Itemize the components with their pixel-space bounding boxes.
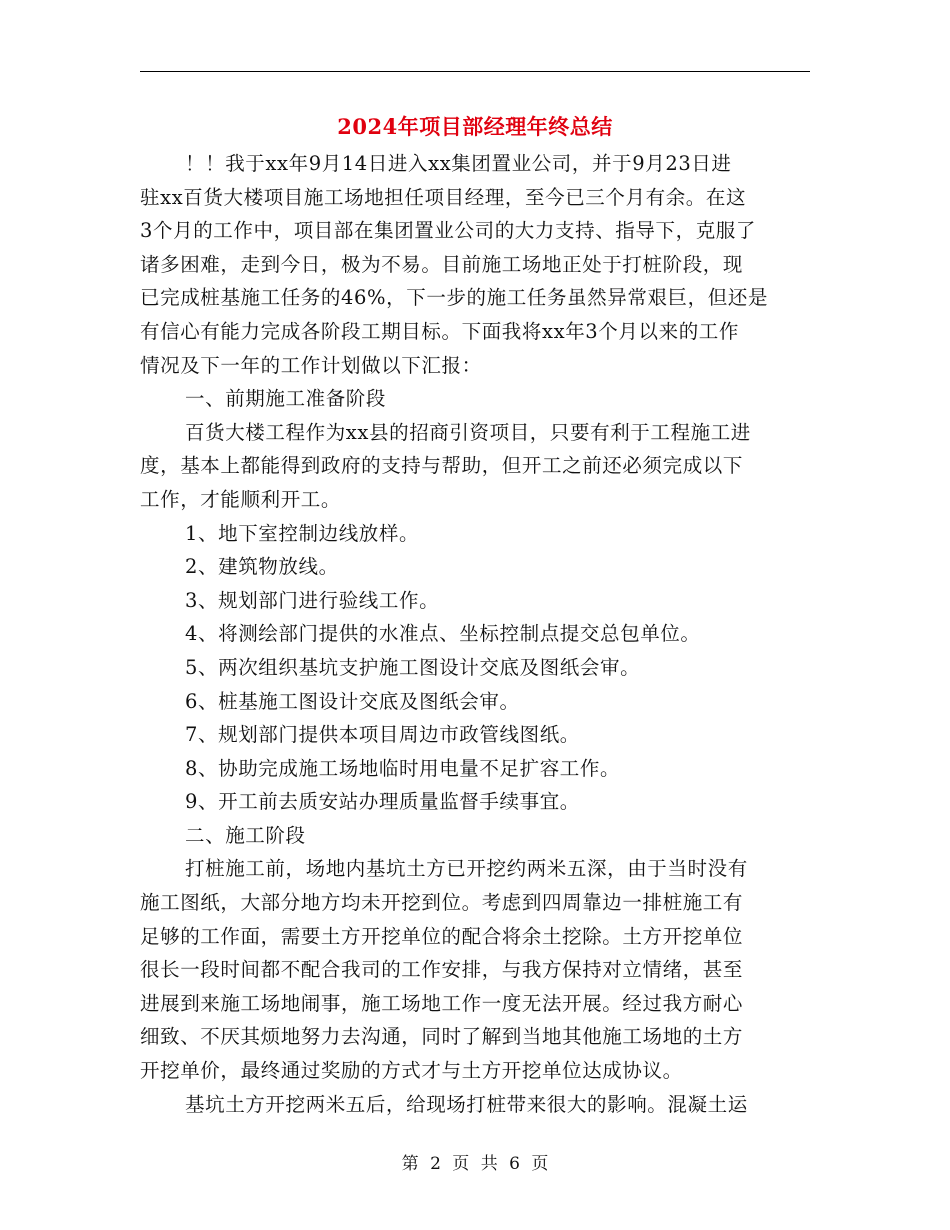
- footer-total-label: 共: [480, 1154, 498, 1174]
- text-line: 4、将测绘部门提供的水准点、坐标控制点提交总包单位。: [185, 622, 701, 646]
- page-footer: [0, 1152, 950, 1176]
- footer-suffix: 页: [531, 1154, 549, 1174]
- text-line: 度，基本上都能得到政府的支持与帮助，但开工之前还必须完成以下: [140, 454, 744, 478]
- footer-page-label: 页: [452, 1154, 470, 1174]
- text-line: 3、规划部门进行验线工作。: [185, 588, 440, 612]
- text-line: 很长一段时间都不配合我司的工作安排，与我方保持对立情绪，甚至: [140, 958, 744, 982]
- text-line: 开挖单价，最终通过奖励的方式才与土方开挖单位达成协议。: [140, 1059, 683, 1083]
- text-line: 3个月的工作中，项目部在集团置业公司的大力支持、指导下，克服了: [140, 219, 757, 243]
- header-rule: [140, 71, 810, 72]
- footer-prefix: 第: [401, 1154, 419, 1174]
- text-line: 进展到来施工场地闹事，施工场地工作一度无法开展。经过我方耐心: [140, 991, 744, 1015]
- text-line: 打桩施工前，场地内基坑土方已开挖约两米五深，由于当时没有: [185, 857, 748, 881]
- text-line: 细致、不厌其烦地努力去沟通，同时了解到当地其他施工场地的土方: [140, 1025, 744, 1049]
- text-line: 1、地下室控制边线放样。: [185, 521, 420, 545]
- text-line: 二、施工阶段: [185, 823, 306, 847]
- text-line: 足够的工作面，需要土方开挖单位的配合将余土挖除。土方开挖单位: [140, 924, 744, 948]
- text-line: 一、前期施工准备阶段: [185, 387, 387, 411]
- text-line: 已完成桩基施工任务的46%，下一步的施工任务虽然异常艰巨，但还是: [140, 286, 769, 310]
- text-line: 工作，才能顺利开工。: [140, 487, 342, 511]
- text-line: 驻xx百货大楼项目施工场地担任项目经理，至今已三个月有余。在这: [140, 185, 747, 209]
- text-line: 7、规划部门提供本项目周边市政管线图纸。: [185, 723, 580, 747]
- document-body: [140, 147, 810, 1121]
- text-line: ！！我于xx年9月14日进入xx集团置业公司，并于9月23日进: [185, 152, 732, 175]
- text-line: 9、开工前去质安站办理质量监督手续事宜。: [185, 790, 580, 814]
- text-line: 百货大楼工程作为xx县的招商引资项目，只要有利于工程施工进: [185, 420, 751, 444]
- text-line: 5、两次组织基坑支护施工图设计交底及图纸会审。: [185, 655, 641, 679]
- text-line: 施工图纸，大部分地方均未开挖到位。考虑到四周靠边一排桩施工有: [140, 891, 744, 915]
- document-title: 2024年项目部经理年终总结: [337, 114, 613, 139]
- text-line: 6、桩基施工图设计交底及图纸会审。: [185, 689, 520, 713]
- footer-page-number: 2: [430, 1154, 441, 1174]
- text-line: 基坑土方开挖两米五后，给现场打桩带来很大的影响。混凝土运: [185, 1092, 748, 1116]
- text-line: 情况及下一年的工作计划做以下汇报：: [140, 353, 482, 377]
- text-line: 诸多困难，走到今日，极为不易。目前施工场地正处于打桩阶段，现: [140, 252, 744, 276]
- text-line: 8、协助完成施工场地临时用电量不足扩容工作。: [185, 756, 621, 780]
- text-line: 有信心有能力完成各阶段工期目标。下面我将xx年3个月以来的工作: [140, 319, 740, 343]
- text-line: 2、建筑物放线。: [185, 555, 339, 579]
- footer-total-pages: 6: [509, 1154, 520, 1174]
